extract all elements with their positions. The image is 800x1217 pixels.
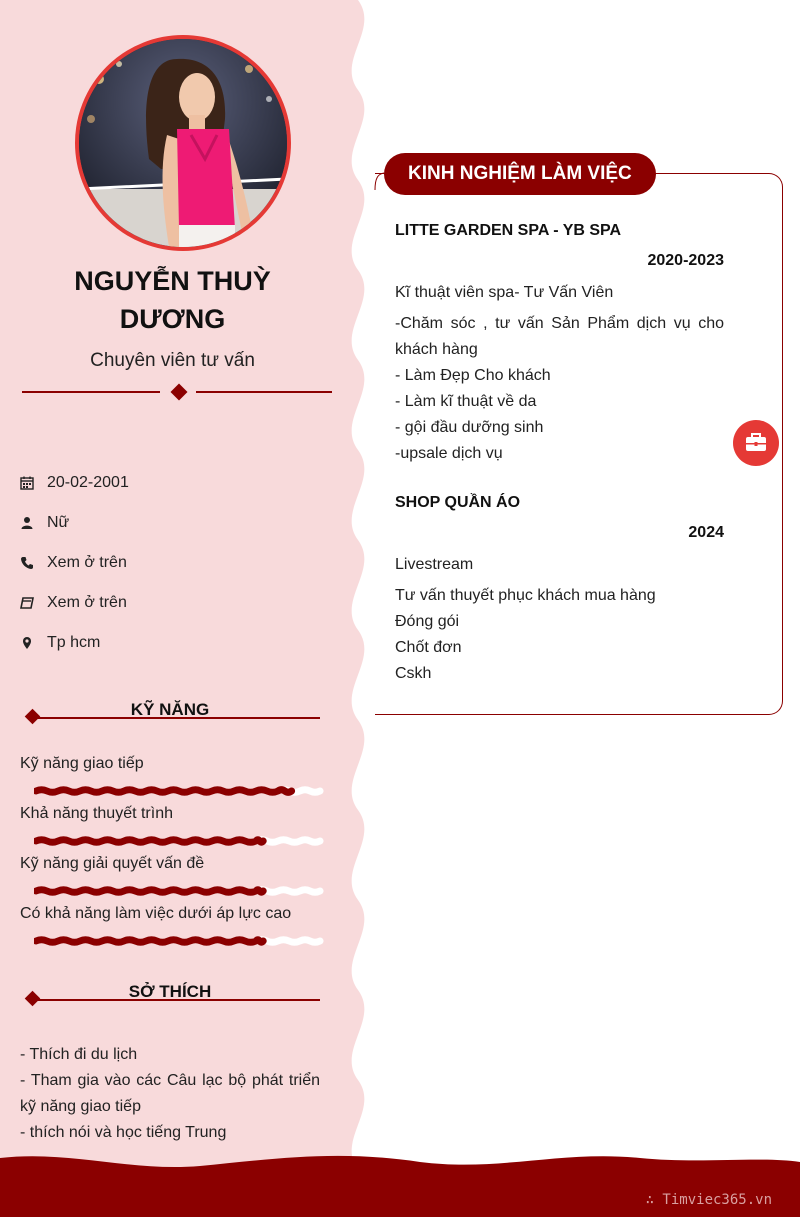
- skill-bar: [34, 783, 324, 799]
- hobby-item: - Tham gia vào các Câu lạc bộ phát triển kỹ năng giao tiếp: [20, 1072, 320, 1115]
- experience-heading: KINH NGHIỆM LÀM VIỆC: [384, 153, 656, 195]
- gender-text: Nữ: [47, 514, 70, 531]
- skill-bar-fill: [36, 790, 292, 793]
- job-details: [395, 583, 724, 687]
- skill-bar-fill: [36, 890, 263, 893]
- job-detail-item: - Làm kĩ thuật về da: [395, 393, 537, 410]
- skill-bar: [34, 883, 324, 899]
- info-birthdate: [20, 472, 129, 494]
- skills-heading-text: KỸ NĂNG: [130, 700, 210, 719]
- birthdate-text: 20-02-2001: [47, 474, 129, 491]
- hobbies-heading-text: SỞ THÍCH: [128, 982, 212, 1001]
- job-role: Kĩ thuật viên spa- Tư Vấn Viên: [395, 284, 614, 301]
- info-email: [20, 592, 127, 614]
- footer-brand[interactable]: ∴ Timviec365.vn: [645, 1192, 772, 1208]
- divider-right: [196, 391, 332, 393]
- job-detail-item: - Làm Đẹp Cho khách: [395, 367, 551, 384]
- skill-label: Khả năng thuyết trình: [20, 805, 173, 822]
- skill-label: Kỹ năng giải quyết vấn đề: [20, 855, 205, 872]
- info-gender: [20, 512, 69, 534]
- skill-label: Kỹ năng giao tiếp: [20, 755, 144, 772]
- profile-photo: [75, 35, 291, 251]
- job-title: Chuyên viên tư vấn: [90, 350, 255, 371]
- hobbies-list: [20, 1042, 320, 1146]
- job-period: 2020-2023: [647, 252, 724, 269]
- briefcase-badge: [733, 420, 779, 466]
- email-icon: [20, 596, 34, 610]
- job-period: 2024: [688, 524, 724, 541]
- job-company: SHOP QUẦN ÁO: [395, 494, 521, 511]
- calendar-icon: [20, 476, 34, 490]
- job-detail-item: - gội đầu dưỡng sinh: [395, 419, 544, 436]
- skill-label: Có khả năng làm việc dưới áp lực cao: [20, 905, 292, 922]
- hobby-item: - Thích đi du lịch: [20, 1046, 138, 1063]
- hobby-item: - thích nói và học tiếng Trung: [20, 1124, 227, 1141]
- hobbies-heading: [20, 982, 320, 1008]
- location-icon: [20, 636, 34, 650]
- user-icon: [20, 516, 34, 530]
- email-text[interactable]: Xem ở trên: [47, 594, 127, 611]
- profile-name: NGUYỄN THUỲ DƯƠNG: [74, 266, 271, 334]
- info-phone: [20, 552, 127, 574]
- job-company: LITTE GARDEN SPA - YB SPA: [395, 222, 622, 239]
- skill-bar: [34, 833, 324, 849]
- job-role: Livestream: [395, 556, 474, 573]
- job-detail-item: Cskh: [395, 665, 432, 682]
- divider-left: [22, 391, 160, 393]
- job-detail-item: -upsale dịch vụ: [395, 445, 503, 462]
- job-detail-item: Tư vấn thuyết phục khách mua hàng: [395, 587, 656, 604]
- skill-bar: [34, 933, 324, 949]
- skill-bar-fill: [36, 940, 263, 943]
- job-detail-item: Chốt đơn: [395, 639, 462, 656]
- briefcase-icon: [733, 420, 779, 466]
- skill-bar-fill: [36, 840, 263, 843]
- phone-icon: [20, 556, 34, 570]
- address-text: Tp hcm: [47, 634, 101, 651]
- phone-text[interactable]: Xem ở trên: [47, 554, 127, 571]
- job-detail-item: -Chăm sóc , tư vấn Sản Phẩm dịch vụ cho khách hàng: [395, 315, 724, 358]
- job-details: [395, 311, 724, 467]
- info-address: [20, 632, 100, 654]
- skills-heading: [20, 700, 320, 726]
- job-detail-item: Đóng gói: [395, 613, 460, 630]
